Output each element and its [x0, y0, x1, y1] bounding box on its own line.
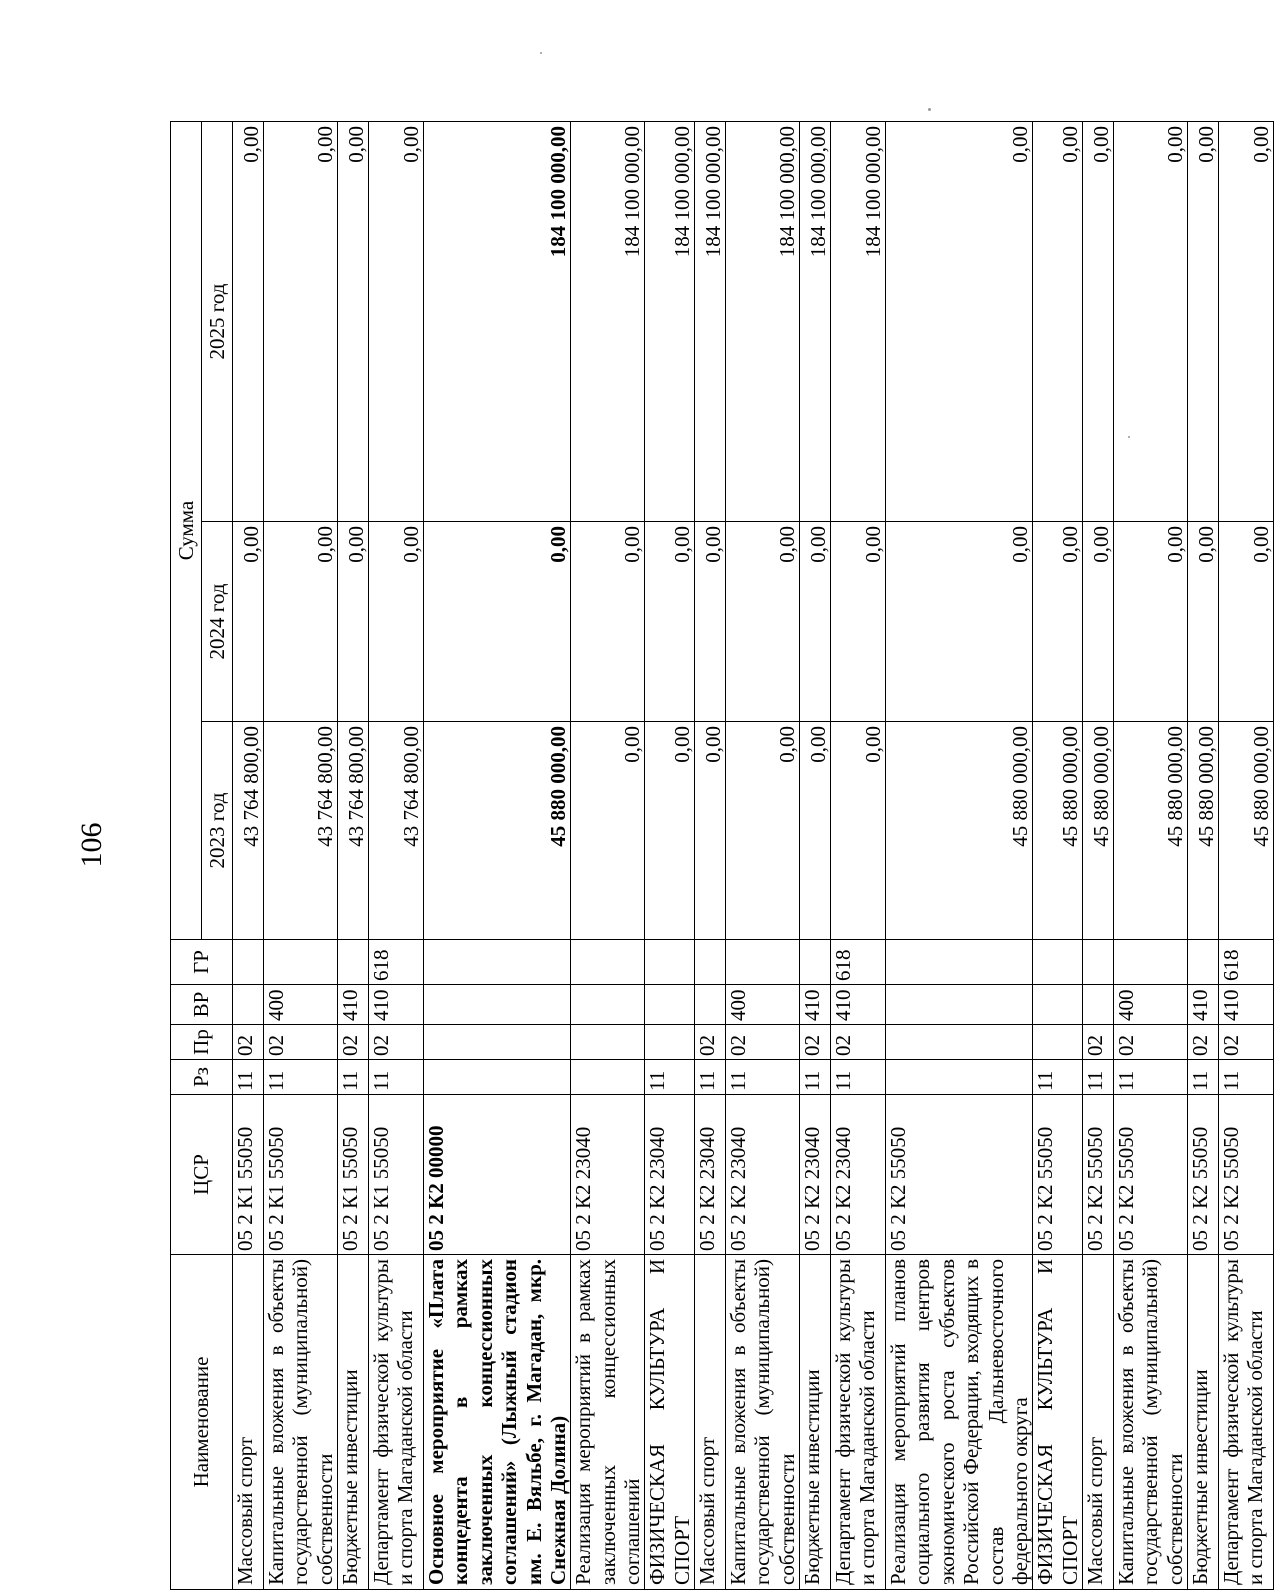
cell-pr: 02	[369, 1025, 424, 1060]
cell-name: Бюджетные инвестиции	[338, 1255, 369, 1590]
cell-2025: 0,00	[1113, 121, 1187, 521]
header-name: Наименование	[171, 1255, 233, 1590]
cell-csr: 05 2 К2 23040	[831, 1095, 886, 1255]
cell-pr: 02	[1188, 1025, 1219, 1060]
cell-2023: 43 764 800,00	[264, 722, 338, 940]
cell-pr	[571, 1025, 645, 1060]
cell-gr	[233, 940, 264, 985]
cell-2024: 0,00	[800, 522, 831, 722]
cell-name: Капитальные вложения в объекты государственной (муниципальной) собственности	[726, 1255, 800, 1590]
cell-csr: 05 2 К2 00000	[424, 1095, 571, 1255]
table-row	[1033, 121, 1083, 1589]
cell-2025: 0,00	[1188, 121, 1219, 521]
cell-2024: 0,00	[1113, 522, 1187, 722]
cell-csr: 05 2 К2 23040	[645, 1095, 695, 1255]
cell-rz: 11	[369, 1060, 424, 1095]
cell-vr	[571, 985, 645, 1025]
table-row	[886, 121, 1033, 1589]
cell-2024: 0,00	[886, 522, 1033, 722]
cell-csr: 05 2 К1 55050	[264, 1095, 338, 1255]
cell-2025: 0,00	[233, 121, 264, 521]
table-row	[571, 121, 645, 1589]
cell-2024: 0,00	[1033, 522, 1083, 722]
cell-2025: 184 100 000,00	[695, 121, 726, 521]
cell-pr: 02	[264, 1025, 338, 1060]
cell-gr	[1033, 940, 1083, 985]
cell-name: Департамент физической культуры и спорта Магаданской области	[1219, 1255, 1274, 1590]
cell-rz: 11	[1188, 1060, 1219, 1095]
cell-csr: 05 2 К2 55050	[1188, 1095, 1219, 1255]
table-row	[1113, 121, 1187, 1589]
cell-2025: 184 100 000,00	[800, 121, 831, 521]
cell-2023: 43 764 800,00	[233, 722, 264, 940]
cell-pr: 02	[695, 1025, 726, 1060]
table-row	[369, 121, 424, 1589]
cell-2023: 45 880 000,00	[886, 722, 1033, 940]
cell-name: Бюджетные инвестиции	[800, 1255, 831, 1590]
cell-name: Бюджетные инвестиции	[1188, 1255, 1219, 1590]
cell-2023: 0,00	[726, 722, 800, 940]
header-vr: ВР	[171, 985, 233, 1025]
budget-table	[170, 121, 1274, 1590]
cell-vr: 400	[726, 985, 800, 1025]
cell-csr: 05 2 К2 23040	[726, 1095, 800, 1255]
cell-gr	[1082, 940, 1113, 985]
cell-2023: 0,00	[695, 722, 726, 940]
cell-rz	[886, 1060, 1033, 1095]
cell-2025: 0,00	[886, 121, 1033, 521]
cell-gr: 618	[369, 940, 424, 985]
cell-rz: 11	[1219, 1060, 1274, 1095]
cell-vr	[1033, 985, 1083, 1025]
cell-name: Капитальные вложения в объекты государственной (муниципальной) собственности	[264, 1255, 338, 1590]
cell-rz: 11	[338, 1060, 369, 1095]
cell-rz	[424, 1060, 571, 1095]
table-body	[233, 121, 1274, 1589]
header-year-2023: 2023 год	[202, 722, 233, 940]
cell-2024: 0,00	[1188, 522, 1219, 722]
cell-pr: 02	[338, 1025, 369, 1060]
table-row	[233, 121, 264, 1589]
cell-rz: 11	[800, 1060, 831, 1095]
header-year-2025: 2025 год	[202, 121, 233, 521]
cell-pr	[1033, 1025, 1083, 1060]
cell-name: ФИЗИЧЕСКАЯ КУЛЬТУРА И СПОРТ	[1033, 1255, 1083, 1590]
cell-2023: 0,00	[800, 722, 831, 940]
cell-csr: 05 2 К1 55050	[369, 1095, 424, 1255]
cell-pr: 02	[831, 1025, 886, 1060]
table-row	[726, 121, 800, 1589]
cell-pr	[886, 1025, 1033, 1060]
header-sum: Сумма	[171, 121, 202, 939]
cell-2023: 43 764 800,00	[369, 722, 424, 940]
header-csr: ЦСР	[171, 1095, 233, 1255]
cell-gr	[571, 940, 645, 985]
cell-rz: 11	[726, 1060, 800, 1095]
cell-vr: 410	[800, 985, 831, 1025]
table-row	[338, 121, 369, 1589]
cell-vr: 400	[264, 985, 338, 1025]
cell-rz: 11	[1113, 1060, 1187, 1095]
cell-vr	[1082, 985, 1113, 1025]
cell-2023: 0,00	[831, 722, 886, 940]
page-number: 106	[75, 822, 108, 868]
cell-2023: 45 880 000,00	[1188, 722, 1219, 940]
cell-gr	[695, 940, 726, 985]
cell-2024: 0,00	[264, 522, 338, 722]
cell-vr: 410	[1219, 985, 1274, 1025]
table-row	[424, 121, 571, 1589]
scan-speck	[1128, 436, 1130, 438]
table-row	[831, 121, 886, 1589]
cell-2025: 0,00	[1033, 121, 1083, 521]
cell-pr: 02	[233, 1025, 264, 1060]
cell-vr	[886, 985, 1033, 1025]
cell-gr: 618	[1219, 940, 1274, 985]
cell-2025: 0,00	[338, 121, 369, 521]
cell-2024: 0,00	[1082, 522, 1113, 722]
table-row	[645, 121, 695, 1589]
cell-2023: 43 764 800,00	[338, 722, 369, 940]
cell-2025: 184 100 000,00	[831, 121, 886, 521]
cell-2025: 184 100 000,00	[571, 121, 645, 521]
cell-name: Реализация мероприятий планов социального развития центров экономического роста субъектов Российской Федерации, входящих в состав Дальневосточного федерального округа	[886, 1255, 1033, 1590]
cell-name: Массовый спорт	[695, 1255, 726, 1590]
cell-vr: 410	[1188, 985, 1219, 1025]
cell-name: Департамент физической культуры и спорта Магаданской области	[831, 1255, 886, 1590]
cell-vr: 410	[369, 985, 424, 1025]
cell-2025: 184 100 000,00	[645, 121, 695, 521]
header-gr: ГР	[171, 940, 233, 985]
cell-2024: 0,00	[1219, 522, 1274, 722]
cell-vr: 410	[831, 985, 886, 1025]
cell-2025: 0,00	[264, 121, 338, 521]
cell-pr: 02	[800, 1025, 831, 1060]
cell-rz: 11	[264, 1060, 338, 1095]
cell-rz: 11	[695, 1060, 726, 1095]
cell-csr: 05 2 К2 23040	[695, 1095, 726, 1255]
cell-csr: 05 2 К2 55050	[1082, 1095, 1113, 1255]
cell-gr	[338, 940, 369, 985]
cell-2023: 45 880 000,00	[1033, 722, 1083, 940]
cell-csr: 05 2 К2 23040	[800, 1095, 831, 1255]
cell-2023: 0,00	[571, 722, 645, 940]
cell-2024: 0,00	[695, 522, 726, 722]
cell-2024: 0,00	[571, 522, 645, 722]
cell-rz: 11	[1082, 1060, 1113, 1095]
table-row	[800, 121, 831, 1589]
table-row	[1188, 121, 1219, 1589]
cell-gr: 618	[831, 940, 886, 985]
cell-pr: 02	[726, 1025, 800, 1060]
cell-gr	[264, 940, 338, 985]
cell-gr	[1188, 940, 1219, 985]
cell-2023: 45 880 000,00	[424, 722, 571, 940]
cell-rz: 11	[233, 1060, 264, 1095]
table-row	[1082, 121, 1113, 1589]
cell-2023: 0,00	[645, 722, 695, 940]
cell-2025: 184 100 000,00	[424, 121, 571, 521]
table-row	[1219, 121, 1274, 1589]
cell-2025: 0,00	[369, 121, 424, 521]
cell-2024: 0,00	[369, 522, 424, 722]
cell-csr: 05 2 К2 55050	[1219, 1095, 1274, 1255]
cell-name: Департамент физической культуры и спорта Магаданской области	[369, 1255, 424, 1590]
cell-csr: 05 2 К2 55050	[1113, 1095, 1187, 1255]
cell-pr	[424, 1025, 571, 1060]
cell-pr: 02	[1082, 1025, 1113, 1060]
cell-vr	[233, 985, 264, 1025]
table-row	[695, 121, 726, 1589]
cell-csr: 05 2 К1 55050	[338, 1095, 369, 1255]
scan-speck	[540, 52, 542, 54]
cell-rz: 11	[645, 1060, 695, 1095]
cell-name: Основное мероприятие «Плата концедента в рамках заключенных концессионных соглашений» (Лыжный стадион им. Е. Вяльбе, г. Магадан, мкр. Снежная Долина)	[424, 1255, 571, 1590]
cell-2024: 0,00	[338, 522, 369, 722]
cell-csr: 05 2 К2 55050	[1033, 1095, 1083, 1255]
cell-name: ФИЗИЧЕСКАЯ КУЛЬТУРА И СПОРТ	[645, 1255, 695, 1590]
cell-2025: 0,00	[1082, 121, 1113, 521]
cell-vr: 410	[338, 985, 369, 1025]
cell-name: Реализация мероприятий в рамках заключенных концессионных соглашений	[571, 1255, 645, 1590]
cell-vr	[645, 985, 695, 1025]
cell-csr: 05 2 К2 55050	[886, 1095, 1033, 1255]
cell-rz: 11	[1033, 1060, 1083, 1095]
scan-speck	[928, 108, 931, 111]
header-pr: Пр	[171, 1025, 233, 1060]
cell-name: Капитальные вложения в объекты государственной (муниципальной) собственности	[1113, 1255, 1187, 1590]
cell-2023: 45 880 000,00	[1113, 722, 1187, 940]
cell-rz: 11	[831, 1060, 886, 1095]
cell-vr	[695, 985, 726, 1025]
cell-name: Массовый спорт	[1082, 1255, 1113, 1590]
cell-rz	[571, 1060, 645, 1095]
cell-2024: 0,00	[831, 522, 886, 722]
cell-gr	[800, 940, 831, 985]
cell-csr: 05 2 К1 55050	[233, 1095, 264, 1255]
cell-pr: 02	[1113, 1025, 1187, 1060]
cell-gr	[726, 940, 800, 985]
cell-2024: 0,00	[424, 522, 571, 722]
table-row	[264, 121, 338, 1589]
cell-pr: 02	[1219, 1025, 1274, 1060]
cell-2025: 0,00	[1219, 121, 1274, 521]
cell-pr	[645, 1025, 695, 1060]
cell-2024: 0,00	[233, 522, 264, 722]
cell-vr	[424, 985, 571, 1025]
cell-gr	[645, 940, 695, 985]
cell-2024: 0,00	[726, 522, 800, 722]
cell-gr	[1113, 940, 1187, 985]
cell-2023: 45 880 000,00	[1219, 722, 1274, 940]
header-year-2024: 2024 год	[202, 522, 233, 722]
cell-vr: 400	[1113, 985, 1187, 1025]
cell-2023: 45 880 000,00	[1082, 722, 1113, 940]
cell-csr: 05 2 К2 23040	[571, 1095, 645, 1255]
cell-2025: 184 100 000,00	[726, 121, 800, 521]
budget-table-container	[170, 122, 1273, 1590]
header-rz: Рз	[171, 1060, 233, 1095]
cell-name: Массовый спорт	[233, 1255, 264, 1590]
cell-2024: 0,00	[645, 522, 695, 722]
cell-gr	[886, 940, 1033, 985]
cell-gr	[424, 940, 571, 985]
